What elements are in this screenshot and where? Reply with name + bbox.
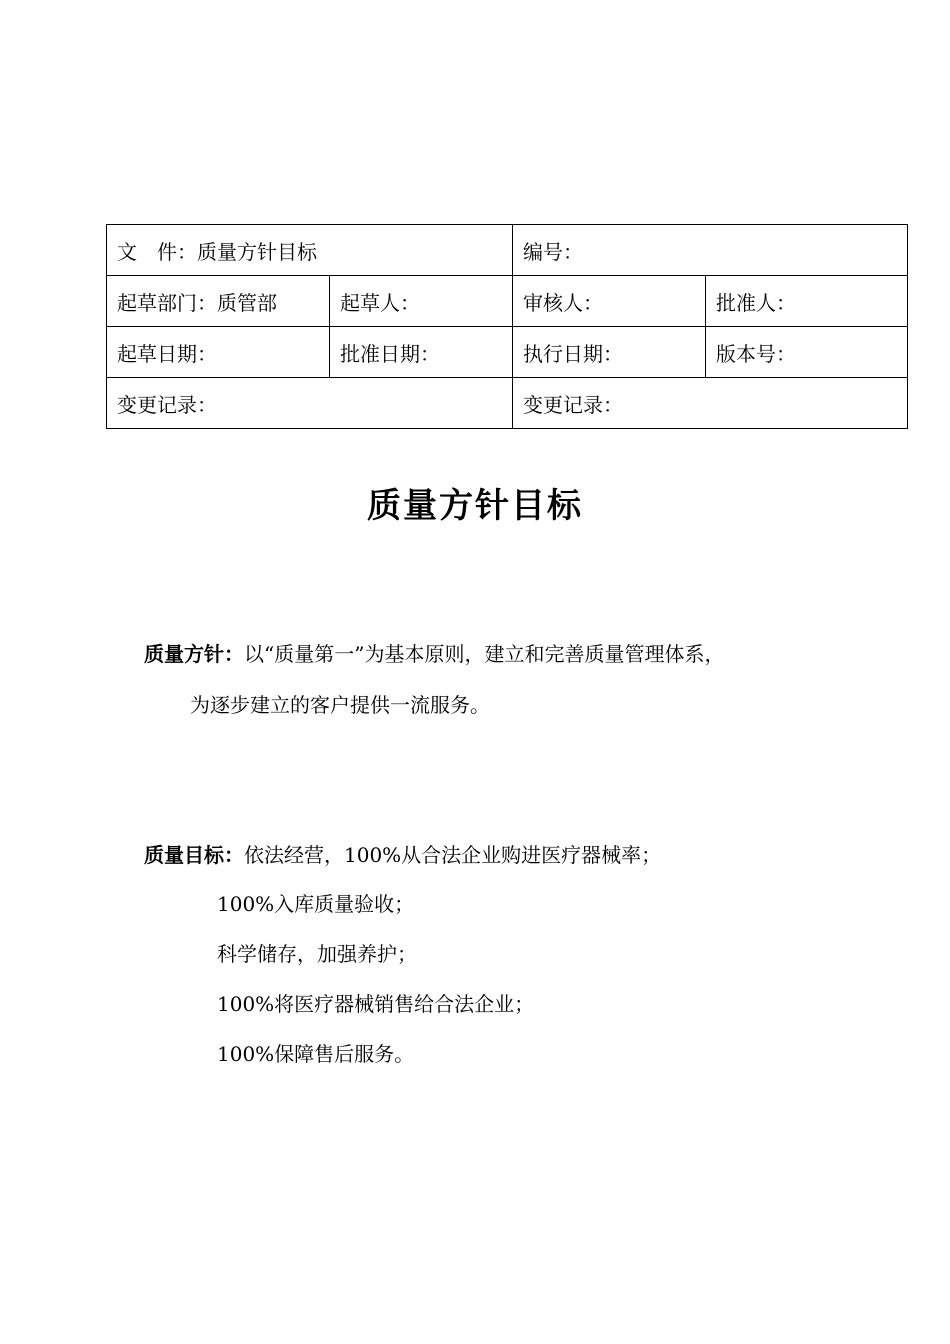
reviewer-cell [513,276,706,327]
exec-date-cell [513,327,706,378]
version-label: 版本号： [716,341,796,366]
objective-item: 100%入库质量验收； [217,892,415,916]
number-cell [513,225,908,276]
objectives-text-1: 依法经营，100%从合法企业购进医疗器械率； [244,843,662,867]
document-header-table [106,224,908,429]
dept-label: 起草部门： [117,290,217,315]
approver-cell [706,276,908,327]
objective-item: 100%保障售后服务。 [217,1042,415,1066]
policy-line-1 [144,638,724,667]
dept-cell [107,276,330,327]
number-label: 编号： [523,239,583,264]
header-row-people [107,276,908,327]
header-row-changes [107,378,908,429]
change-right-label: 变更记录： [523,392,623,417]
file-label: 文 件： [117,239,197,264]
version-cell [706,327,908,378]
change-left-cell [107,378,513,429]
policy-line-2: 为逐步建立的客户提供一流服务。 [190,693,490,717]
approve-date-label: 批准日期： [340,341,440,366]
policy-text-1: 以“质量第一”为基本原则，建立和完善质量管理体系， [244,642,725,666]
objective-item: 100%将医疗器械销售给合法企业； [217,992,535,1016]
file-value: 质量方针目标 [197,239,317,264]
document-title: 质量方针目标 [367,486,583,526]
drafter-label: 起草人： [340,290,420,315]
objective-item: 科学储存，加强养护； [217,942,417,966]
reviewer-label: 审核人： [523,290,603,315]
change-left-label: 变更记录： [117,392,217,417]
draft-date-label: 起草日期： [117,341,217,366]
header-row-dates [107,327,908,378]
objectives-line-1 [144,839,661,868]
exec-date-label: 执行日期： [523,341,623,366]
header-row-file [107,225,908,276]
draft-date-cell [107,327,330,378]
change-right-cell [513,378,908,429]
dept-value: 质管部 [217,290,277,315]
objectives-label: 质量目标： [144,843,244,867]
approve-date-cell [330,327,513,378]
policy-label: 质量方针： [144,642,244,666]
approver-label: 批准人： [716,290,796,315]
drafter-cell [330,276,513,327]
file-cell [107,225,513,276]
